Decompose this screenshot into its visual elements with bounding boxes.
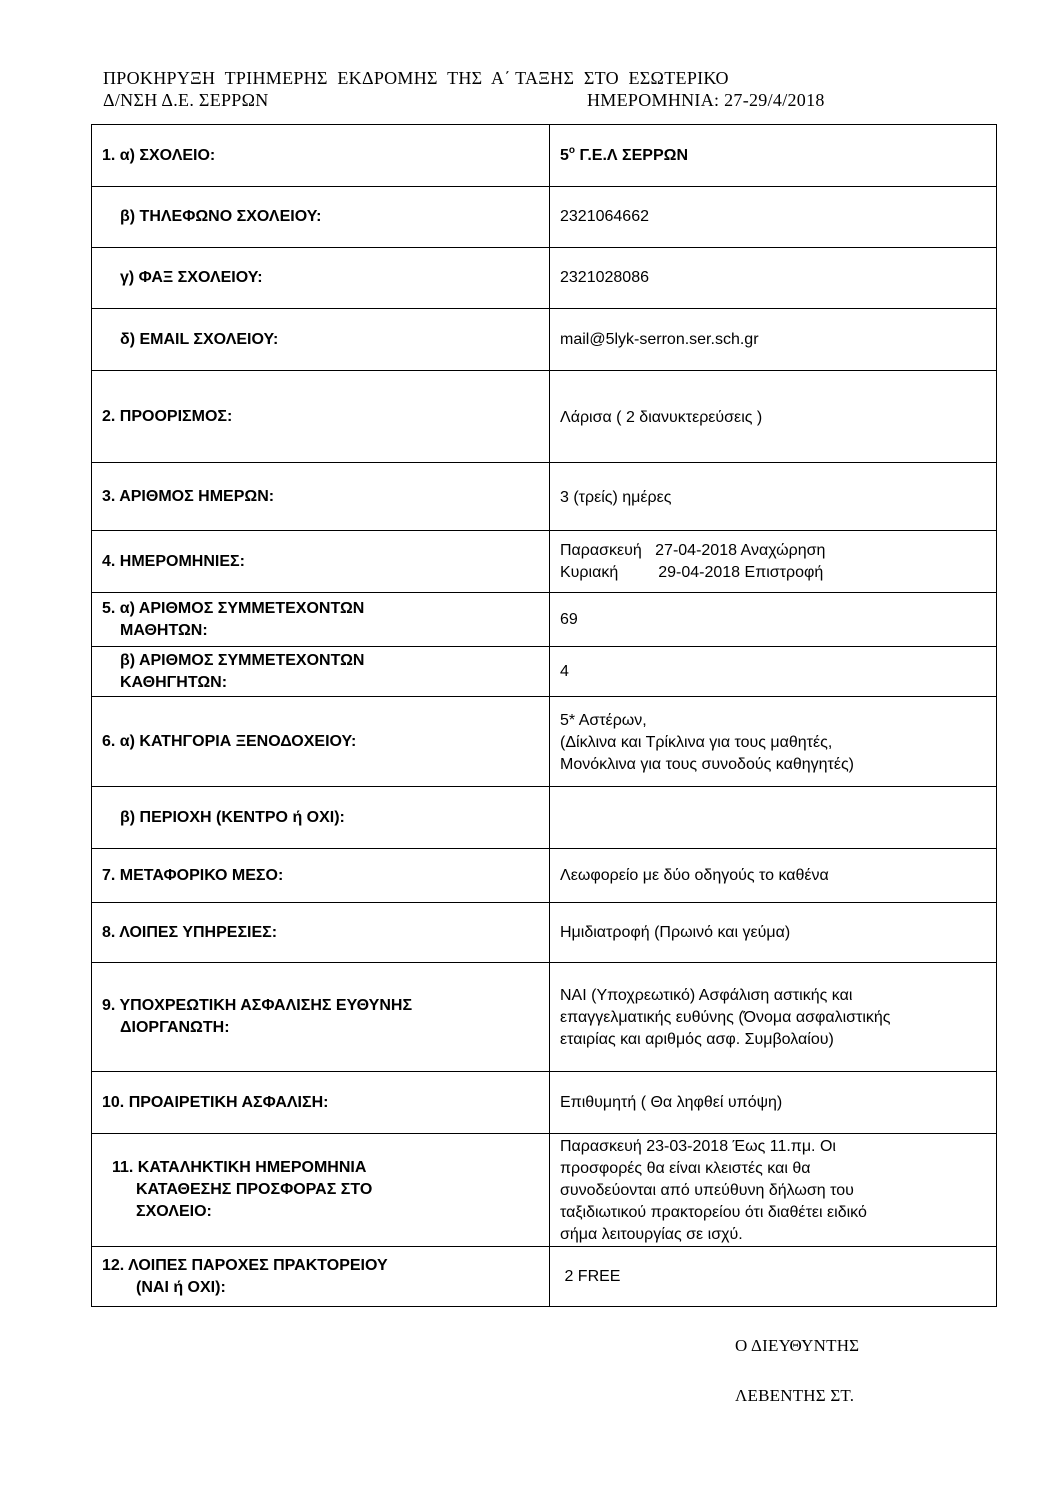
row-extras bbox=[92, 1247, 997, 1307]
trip-details-table bbox=[91, 124, 997, 1307]
row-optional-insurance bbox=[92, 1072, 997, 1134]
extras-value: 2 FREE bbox=[560, 1267, 621, 1285]
phone-label: β) ΤΗΛΕΦΩΝΟ ΣΧΟΛΕΙΟΥ: bbox=[120, 208, 322, 225]
deadline-value: Παρασκευή 23-03-2018 Έως 11.πμ. Οι προσφορές θα είναι κλειστές και θα συνοδεύονται από υπεύθυνη δήλωση του ταξιδιωτικού πρακτορείου ότι διαθέτει ειδικό σήμα λειτουργίας σε ισχύ. bbox=[560, 1138, 867, 1243]
destination-value: Λάρισα ( 2 διανυκτερεύσεις ) bbox=[560, 408, 763, 426]
row-email bbox=[92, 309, 997, 371]
row-transport bbox=[92, 849, 997, 903]
insurance-value: ΝΑΙ (Υποχρεωτικό) Ασφάλιση αστικής και επαγγελματικής ευθύνης (Όνομα ασφαλιστικής εταιρίας και αριθμός ασφ. Συμβολαίου) bbox=[560, 987, 891, 1048]
departure-line: Παρασκευή 27-04-2018 Αναχώρηση bbox=[560, 541, 826, 559]
row-school bbox=[92, 125, 997, 187]
teachers-label: β) ΑΡΙΘΜΟΣ ΣΥΜΜΕΤΕΧΟΝΤΩΝ ΚΑΘΗΓΗΤΩΝ: bbox=[120, 651, 365, 691]
destination-label: 2. ΠΡΟΟΡΙΣΜΟΣ: bbox=[102, 407, 233, 425]
services-label: 8. ΛΟΙΠΕΣ ΥΠΗΡΕΣΙΕΣ: bbox=[102, 923, 278, 941]
directorate-name: Δ/ΝΣΗ Δ.Ε. ΣΕΡΡΩΝ bbox=[103, 90, 269, 110]
signature-role: Ο ΔΙΕΥΘΥΝΤΗΣ bbox=[735, 1336, 860, 1355]
row-teachers bbox=[92, 647, 997, 697]
row-dates bbox=[92, 531, 997, 593]
row-students bbox=[92, 593, 997, 647]
dates-value bbox=[550, 540, 996, 584]
extras-label: 12. ΛΟΙΠΕΣ ΠΑΡΟΧΕΣ ΠΡΑΚΤΟΡΕΙΟΥ (ΝΑΙ ή ΟΧΙ): bbox=[102, 1256, 388, 1296]
school-label: 1. α) ΣΧΟΛΕΙΟ: bbox=[102, 146, 216, 164]
row-hotel bbox=[92, 697, 997, 787]
services-value: Ημιδιατροφή (Πρωινό και γεύμα) bbox=[560, 923, 791, 941]
row-days bbox=[92, 463, 997, 531]
transport-value: Λεωφορείο με δύο οδηγούς το καθένα bbox=[560, 866, 829, 884]
optional-insurance-label: 10. ΠΡΟΑΙΡΕΤΙΚΗ ΑΣΦΑΛΙΣΗ: bbox=[102, 1093, 329, 1111]
insurance-label: 9. ΥΠΟΧΡΕΩΤΙΚΗ ΑΣΦΑΛΙΣΗΣ ΕΥΘΥΝΗΣ ΔΙΟΡΓΑΝΩΤΗ: bbox=[102, 997, 413, 1036]
students-value: 69 bbox=[560, 610, 578, 628]
signature-name: ΛΕΒΕΝΤΗΣ ΣΤ. bbox=[735, 1386, 855, 1405]
deadline-label: 11. ΚΑΤΑΛΗΚΤΙΚΗ ΗΜΕΡΟΜΗΝΙΑ ΚΑΤΑΘΕΣΗΣ ΠΡΟΣΦΟΡΑΣ ΣΤΟ ΣΧΟΛΕΙΟ: bbox=[112, 1159, 373, 1220]
transport-label: 7. ΜΕΤΑΦΟΡΙΚΟ ΜΕΣΟ: bbox=[102, 866, 284, 884]
days-label: 3. ΑΡΙΘΜΟΣ ΗΜΕΡΩΝ: bbox=[102, 487, 275, 505]
row-area bbox=[92, 787, 997, 849]
fax-value: 2321028086 bbox=[560, 269, 649, 286]
school-value: $5^o$ Γ.Ε.Λ ΣΕΡΡΩΝ bbox=[560, 144, 688, 164]
row-destination bbox=[92, 371, 997, 463]
announcement-title: ΠΡΟΚΗΡΥΞΗ ΤΡΙΗΜΕΡΗΣ ΕΚΔΡΟΜΗΣ ΤΗΣ Α΄ ΤΑΞΗΣ ΣΤΟ ΕΣΩΤΕΡΙΚΟ bbox=[103, 68, 729, 88]
optional-insurance-value: Επιθυμητή ( Θα ληφθεί υπόψη) bbox=[560, 1093, 783, 1111]
fax-label: γ) ΦΑΞ ΣΧΟΛΕΙΟΥ: bbox=[120, 269, 263, 286]
phone-value: 2321064662 bbox=[560, 208, 649, 225]
hotel-label: 6. α) ΚΑΤΗΓΟΡΙΑ ΞΕΝΟΔΟΧΕΙΟΥ: bbox=[102, 732, 357, 750]
return-line: Κυριακή 29-04-2018 Επιστροφή bbox=[560, 563, 824, 581]
row-insurance bbox=[92, 963, 997, 1072]
area-label: β) ΠΕΡΙΟΧΗ (ΚΕΝΤΡΟ ή ΟΧΙ): bbox=[120, 808, 345, 826]
students-label: 5. α) ΑΡΙΘΜΟΣ ΣΥΜΜΕΤΕΧΟΝΤΩΝ ΜΑΘΗΤΩΝ: bbox=[102, 599, 365, 639]
email-label: δ) EMAIL ΣΧΟΛΕΙΟΥ: bbox=[120, 330, 279, 348]
row-fax bbox=[92, 248, 997, 309]
hotel-value: 5* Αστέρων, (Δίκλινα και Τρίκλινα για τους μαθητές, Μονόκλινα για τους συνοδούς καθηγητές) bbox=[560, 711, 854, 773]
teachers-value: 4 bbox=[560, 662, 569, 680]
email-value: mail@5lyk-serron.ser.sch.gr bbox=[560, 330, 759, 348]
trip-date: ΗΜΕΡΟΜΗΝΙΑ: 27-29/4/2018 bbox=[587, 90, 825, 110]
row-services bbox=[92, 903, 997, 963]
days-value: 3 (τρείς) ημέρες bbox=[560, 488, 672, 506]
row-deadline bbox=[92, 1134, 997, 1247]
row-phone bbox=[92, 187, 997, 248]
dates-label: 4. ΗΜΕΡΟΜΗΝΙΕΣ: bbox=[102, 552, 245, 570]
